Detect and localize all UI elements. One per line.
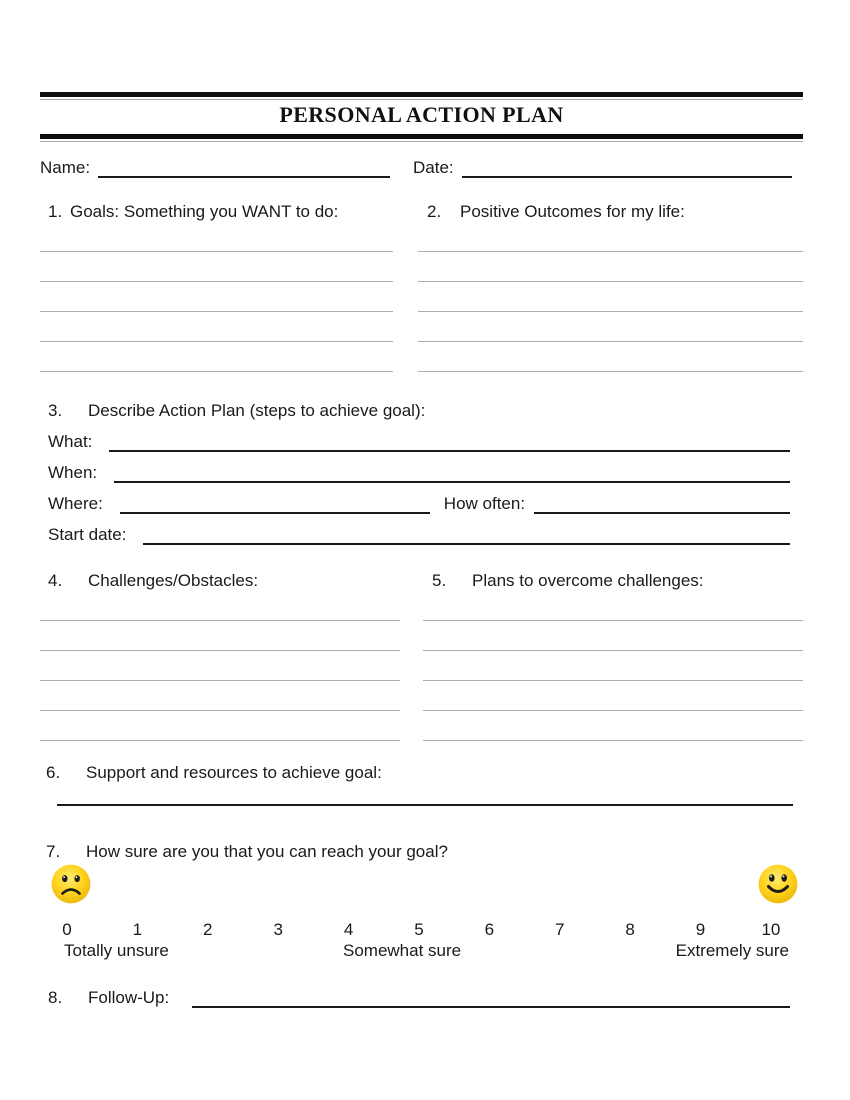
plans-label: Plans to overcome challenges:: [472, 571, 704, 590]
outcomes-heading: [418, 202, 803, 222]
section-plans: [423, 571, 803, 741]
section-goals-outcomes: [40, 202, 803, 372]
name-date-row: [40, 157, 803, 178]
date-label: Date:: [413, 158, 454, 177]
start-date-row: [40, 514, 803, 545]
plans-write-lines: [423, 591, 803, 741]
blank-writing-line: [418, 252, 803, 282]
scale-number-7: 7: [555, 920, 565, 939]
scale-number-0: 0: [62, 920, 72, 939]
support-blank-line: [57, 804, 793, 806]
scale-number-9: 9: [695, 920, 706, 939]
blank-writing-line: [423, 591, 803, 621]
challenges-number: 4.: [48, 571, 63, 590]
what-row: [40, 421, 803, 452]
when-blank-line: [114, 465, 790, 483]
blank-writing-line: [40, 681, 400, 711]
blank-writing-line: [423, 621, 803, 651]
when-label: When:: [48, 463, 98, 482]
follow-up-number: 8.: [48, 988, 63, 1007]
page-title: PERSONAL ACTION PLAN: [279, 102, 564, 127]
when-row: [40, 452, 803, 483]
confidence-emoji-row: [40, 864, 803, 904]
happy-face-icon: [757, 864, 799, 904]
scale-number-10: 10: [761, 920, 781, 939]
sad-face-icon: [50, 864, 92, 904]
blank-writing-line: [423, 681, 803, 711]
anchor-extremely-sure: Extremely sure: [675, 941, 789, 960]
goals-number: 1.: [48, 202, 63, 221]
section-support: [40, 763, 803, 806]
where-blank-line: [120, 496, 430, 514]
blank-writing-line: [40, 651, 400, 681]
scale-number-8: 8: [625, 920, 635, 939]
goals-heading: [40, 202, 393, 222]
name-field: [40, 158, 390, 178]
blank-writing-line: [40, 222, 393, 252]
blank-writing-line: [40, 342, 393, 372]
follow-up-label: Follow-Up:: [88, 988, 170, 1007]
scale-number-6: 6: [484, 920, 495, 939]
blank-writing-line: [40, 312, 393, 342]
action-plan-label: Describe Action Plan (steps to achieve goal):: [88, 401, 426, 420]
blank-writing-line: [40, 621, 400, 651]
support-number: 6.: [46, 763, 61, 782]
name-label: Name:: [40, 158, 91, 177]
confidence-label: How sure are you that you can reach your goal?: [86, 842, 448, 861]
section-challenges: [40, 571, 400, 741]
title-bottom-rule: [40, 134, 803, 139]
support-label: Support and resources to achieve goal:: [86, 763, 382, 782]
scale-number-1: 1: [132, 920, 143, 939]
blank-writing-line: [418, 282, 803, 312]
plans-number: 5.: [432, 571, 447, 590]
blank-writing-line: [418, 342, 803, 372]
where-row: [40, 483, 803, 514]
section-challenges-plans: [40, 571, 803, 741]
date-blank-line: [462, 158, 792, 178]
start-date-blank-line: [143, 527, 790, 545]
support-heading: [40, 763, 803, 783]
challenges-label: Challenges/Obstacles:: [88, 571, 259, 590]
anchor-somewhat-sure: Somewhat sure: [343, 941, 462, 960]
blank-writing-line: [40, 252, 393, 282]
blank-writing-line: [40, 591, 400, 621]
section-follow-up: [40, 987, 803, 1008]
blank-writing-line: [40, 711, 400, 741]
outcomes-write-lines: [418, 222, 803, 372]
section-confidence: [40, 842, 803, 961]
blank-writing-line: [418, 222, 803, 252]
title-banner: [40, 92, 803, 139]
date-field: [413, 158, 792, 178]
anchor-totally-unsure: Totally unsure: [64, 941, 169, 960]
how-often-label: How often:: [443, 494, 526, 513]
follow-up-row: [40, 987, 803, 1008]
where-label: Where:: [48, 494, 103, 513]
confidence-anchor-labels: [40, 940, 803, 961]
confidence-heading: [40, 842, 803, 862]
confidence-number: 7.: [46, 842, 61, 861]
goals-write-lines: [40, 222, 393, 372]
outcomes-number: 2.: [427, 202, 442, 221]
blank-writing-line: [423, 711, 803, 741]
scale-number-4: 4: [343, 920, 354, 939]
blank-writing-line: [418, 312, 803, 342]
section-action-plan: [40, 401, 803, 545]
scale-number-5: 5: [414, 920, 424, 939]
scale-number-3: 3: [273, 920, 283, 939]
challenges-write-lines: [40, 591, 400, 741]
start-date-label: Start date:: [48, 525, 127, 544]
action-plan-heading: [40, 401, 803, 421]
what-label: What:: [48, 432, 93, 451]
plans-heading: [423, 571, 803, 591]
section-goals: [40, 202, 393, 372]
action-plan-number: 3.: [48, 401, 63, 420]
scale-number-2: 2: [203, 920, 213, 939]
blank-writing-line: [40, 282, 393, 312]
confidence-scale: [52, 920, 786, 940]
goals-label: Goals: Something you WANT to do:: [70, 202, 339, 221]
blank-writing-line: [423, 651, 803, 681]
title-top-rule: [40, 92, 803, 97]
section-outcomes: [418, 202, 803, 372]
how-often-blank-line: [534, 496, 790, 514]
challenges-heading: [40, 571, 400, 591]
name-blank-line: [98, 158, 390, 178]
follow-up-blank-line: [192, 990, 790, 1008]
what-blank-line: [109, 434, 790, 452]
outcomes-label: Positive Outcomes for my life:: [460, 202, 685, 221]
